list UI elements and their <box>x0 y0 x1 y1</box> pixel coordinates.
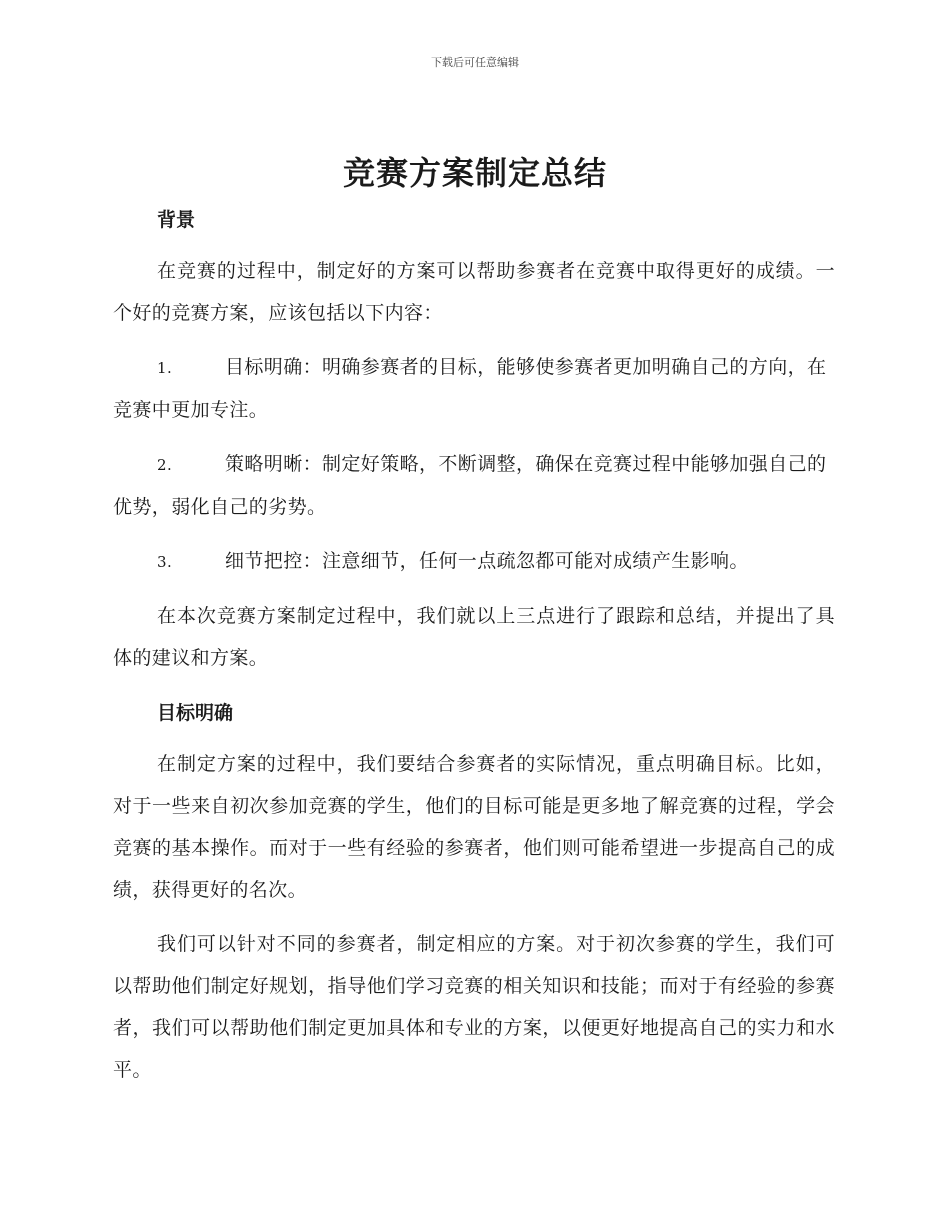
list-item-text: 策略明晰：制定好策略，不断调整，确保在竞赛过程中能够加强自己的优势，弱化自己的劣势。 <box>113 453 827 518</box>
list-number: 1. <box>157 359 173 377</box>
list-item <box>113 443 835 528</box>
list-number: 2. <box>157 456 173 474</box>
paragraph: 在制定方案的过程中，我们要结合参赛者的实际情况，重点明确目标。比如，对于一些来自初次参加竞赛的学生，他们的目标可能是更多地了解竞赛的过程，学会竞赛的基本操作。而对于一些有经验的参赛者，他们则可能希望进一步提高自己的成绩，获得更好的名次。 <box>113 753 835 901</box>
document-body <box>113 198 835 1103</box>
list-number: 3. <box>157 553 173 571</box>
section-heading-background: 背景 <box>157 209 196 231</box>
list-item <box>113 346 835 431</box>
section-heading-goals: 目标明确 <box>157 702 234 724</box>
list-item-text: 目标明确：明确参赛者的目标，能够使参赛者更加明确自己的方向，在竞赛中更加专注。 <box>113 356 827 421</box>
list-item-text: 细节把控：注意细节，任何一点疏忽都可能对成绩产生影响。 <box>225 550 749 572</box>
paragraph: 在本次竞赛方案制定过程中，我们就以上三点进行了跟踪和总结，并提出了具体的建议和方案。 <box>113 605 835 669</box>
list-item <box>113 540 835 583</box>
header-note: 下载后可任意编辑 <box>431 56 519 69</box>
document-title: 竞赛方案制定总结 <box>342 154 607 192</box>
paragraph: 在竞赛的过程中，制定好的方案可以帮助参赛者在竞赛中取得更好的成绩。一个好的竞赛方案，应该包括以下内容： <box>113 260 835 324</box>
paragraph: 我们可以针对不同的参赛者，制定相应的方案。对于初次参赛的学生，我们可以帮助他们制定好规划，指导他们学习竞赛的相关知识和技能；而对于有经验的参赛者，我们可以帮助他们制定更加具体和专业的方案，以便更好地提高自己的实力和水平。 <box>113 933 835 1081</box>
